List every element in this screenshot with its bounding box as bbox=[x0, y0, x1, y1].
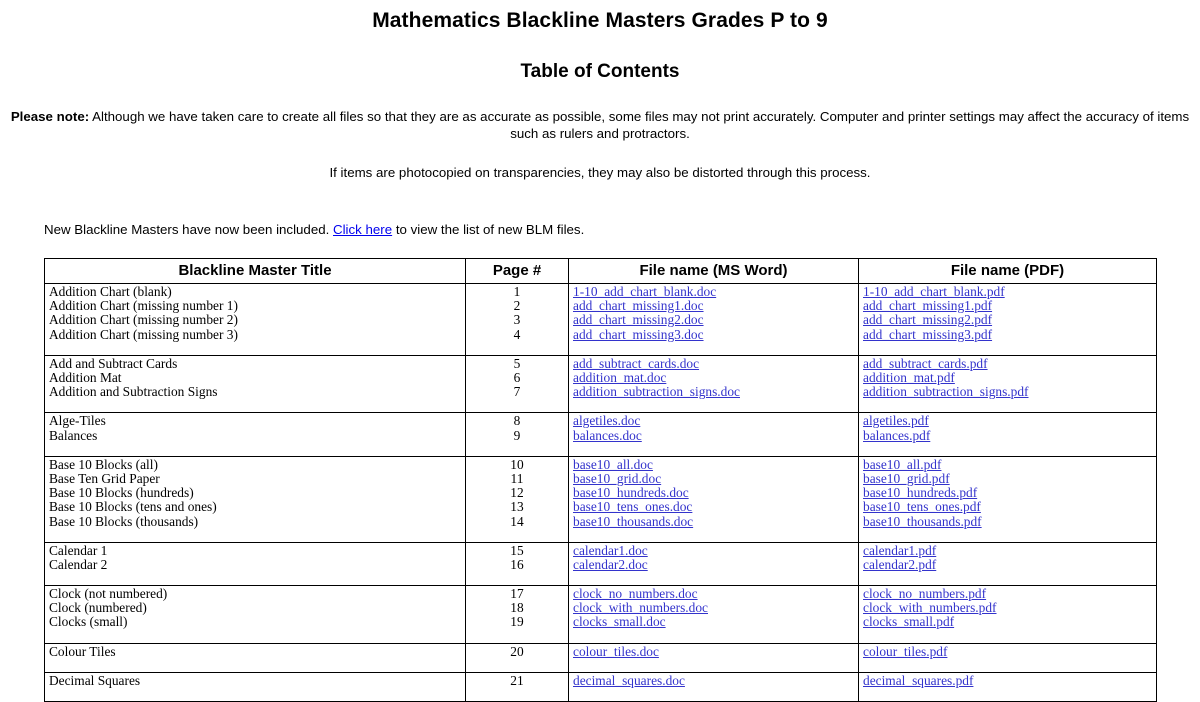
word-item[interactable] bbox=[573, 328, 858, 342]
table-cell-titles bbox=[45, 413, 466, 456]
pages-item: 16 bbox=[510, 556, 524, 572]
table-header-row bbox=[45, 259, 1157, 284]
word-item[interactable] bbox=[573, 486, 858, 500]
titles-item: Base 10 Blocks (tens and ones) bbox=[49, 499, 217, 515]
table-cell-pdf bbox=[859, 355, 1157, 413]
word-item[interactable] bbox=[573, 385, 858, 399]
note-label: Please note: bbox=[10, 109, 90, 124]
pdf-link[interactable]: add_subtract_cards.pdf bbox=[863, 355, 988, 371]
pdf-item[interactable] bbox=[863, 429, 1156, 443]
word-link[interactable]: base10_hundreds.doc bbox=[573, 485, 689, 501]
word-item[interactable] bbox=[573, 458, 858, 472]
word-item[interactable] bbox=[573, 674, 858, 688]
word-link[interactable]: 1-10_add_chart_blank.doc bbox=[573, 284, 717, 300]
word-item[interactable] bbox=[573, 615, 858, 629]
word-item[interactable] bbox=[573, 414, 858, 428]
table-cell-pages bbox=[466, 456, 569, 542]
table-row bbox=[45, 456, 1157, 542]
table-cell-word bbox=[569, 643, 859, 672]
pdf-item[interactable] bbox=[863, 645, 1156, 659]
pdf-link[interactable]: add_chart_missing3.pdf bbox=[863, 326, 993, 342]
pdf-link[interactable]: colour_tiles.pdf bbox=[863, 643, 948, 659]
titles-item: Add and Subtract Cards bbox=[49, 355, 178, 371]
pdf-link[interactable]: clock_with_numbers.pdf bbox=[863, 600, 997, 616]
pdf-item[interactable] bbox=[863, 587, 1156, 601]
word-link[interactable]: add_subtract_cards.doc bbox=[573, 355, 700, 371]
table-row bbox=[45, 542, 1157, 585]
table-cell-word bbox=[569, 586, 859, 644]
word-link[interactable]: add_chart_missing1.doc bbox=[573, 298, 704, 314]
word-link[interactable]: calendar2.doc bbox=[573, 556, 648, 572]
pdf-item[interactable] bbox=[863, 285, 1156, 299]
titles-item: Addition Chart (missing number 1) bbox=[49, 298, 238, 314]
table-cell-titles bbox=[45, 284, 466, 356]
table-cell-pdf bbox=[859, 586, 1157, 644]
titles-item: Addition Mat bbox=[49, 370, 122, 385]
new-blm-text-after: to view the list of new BLM files. bbox=[392, 222, 585, 238]
pdf-item[interactable] bbox=[863, 414, 1156, 428]
pdf-link[interactable]: algetiles.pdf bbox=[863, 413, 929, 429]
titles-item: Balances bbox=[49, 427, 98, 443]
word-link[interactable]: base10_all.doc bbox=[573, 456, 653, 472]
table-cell-titles bbox=[45, 672, 466, 701]
table-cell-titles bbox=[45, 643, 466, 672]
pages-item: 11 bbox=[510, 470, 524, 486]
pdf-item[interactable] bbox=[863, 472, 1156, 486]
table-cell-titles bbox=[45, 586, 466, 644]
table-cell-titles bbox=[45, 355, 466, 413]
table-cell-word bbox=[569, 542, 859, 585]
pages-item: 20 bbox=[510, 643, 524, 659]
word-item[interactable] bbox=[573, 645, 858, 659]
titles-item: Base Ten Grid Paper bbox=[49, 470, 160, 486]
titles-item: Addition Chart (missing number 2) bbox=[49, 312, 238, 328]
pages-item: 3 bbox=[513, 312, 521, 328]
pdf-link[interactable]: base10_thousands.pdf bbox=[863, 513, 982, 529]
word-link[interactable]: base10_tens_ones.doc bbox=[573, 499, 693, 515]
pages-item: 18 bbox=[510, 600, 524, 616]
word-item[interactable] bbox=[573, 587, 858, 601]
table-row bbox=[45, 672, 1157, 701]
word-link[interactable]: algetiles.doc bbox=[573, 413, 641, 429]
table-cell-titles bbox=[45, 542, 466, 585]
page-subtitle: Table of Contents bbox=[520, 61, 680, 83]
note-body: Although we have taken care to create all files so that they are as accurate as possible, some files may not print accurately. Computer and printer settings may affect the accuracy of items such as rulers and protractors. bbox=[89, 109, 1190, 142]
pages-item: 12 bbox=[510, 485, 524, 501]
word-link[interactable]: addition_mat.doc bbox=[573, 370, 667, 385]
pages-item: 17 bbox=[510, 586, 524, 602]
table-cell-pdf bbox=[859, 643, 1157, 672]
pdf-link[interactable]: balances.pdf bbox=[863, 427, 931, 443]
pdf-link[interactable]: decimal_squares.pdf bbox=[863, 672, 974, 688]
pages-item: 9 bbox=[513, 427, 521, 443]
pdf-item[interactable] bbox=[863, 486, 1156, 500]
pdf-item[interactable] bbox=[863, 601, 1156, 615]
word-item[interactable] bbox=[573, 472, 858, 486]
table-cell-word bbox=[569, 284, 859, 356]
titles-item: Calendar 2 bbox=[49, 556, 108, 572]
pdf-link[interactable]: calendar2.pdf bbox=[863, 556, 937, 572]
pdf-link[interactable]: add_chart_missing2.pdf bbox=[863, 312, 993, 328]
word-item[interactable] bbox=[573, 601, 858, 615]
column-header-pdf: File name (PDF) bbox=[859, 259, 1157, 284]
table-cell-pages bbox=[466, 284, 569, 356]
pdf-item[interactable] bbox=[863, 500, 1156, 514]
titles-item: Base 10 Blocks (thousands) bbox=[49, 513, 199, 529]
table-cell-pages bbox=[466, 413, 569, 456]
pdf-item[interactable] bbox=[863, 458, 1156, 472]
table-cell-pages bbox=[466, 643, 569, 672]
titles-item: Alge-Tiles bbox=[49, 413, 106, 429]
word-item[interactable] bbox=[573, 313, 858, 327]
pages-item: 8 bbox=[513, 413, 521, 429]
word-item[interactable] bbox=[573, 500, 858, 514]
column-header-word: File name (MS Word) bbox=[569, 259, 859, 284]
word-item[interactable] bbox=[573, 285, 858, 299]
pdf-link[interactable]: 1-10_add_chart_blank.pdf bbox=[863, 284, 1005, 300]
pdf-link[interactable]: clocks_small.pdf bbox=[863, 614, 955, 630]
word-link[interactable]: clock_no_numbers.doc bbox=[573, 586, 698, 602]
table-cell-word bbox=[569, 672, 859, 701]
print-accuracy-note bbox=[0, 84, 1200, 142]
pages-item: 15 bbox=[510, 542, 524, 558]
pdf-item[interactable] bbox=[863, 558, 1156, 572]
word-item[interactable] bbox=[573, 357, 858, 371]
table-cell-pdf bbox=[859, 284, 1157, 356]
column-header-title: Blackline Master Title bbox=[45, 259, 466, 284]
pdf-item[interactable] bbox=[863, 674, 1156, 688]
pages-item: 1 bbox=[513, 284, 521, 300]
pages-item: 7 bbox=[513, 384, 521, 400]
word-link[interactable]: base10_grid.doc bbox=[573, 470, 662, 486]
pdf-item[interactable] bbox=[863, 371, 1156, 385]
titles-item: Base 10 Blocks (all) bbox=[49, 456, 158, 472]
pages-item: 6 bbox=[513, 370, 521, 385]
new-blm-text-before: New Blackline Masters have now been included. bbox=[44, 222, 333, 238]
table-cell-word bbox=[569, 456, 859, 542]
pages-item: 5 bbox=[513, 355, 521, 371]
new-blm-announcement bbox=[0, 181, 1200, 238]
word-link[interactable]: addition_subtraction_signs.doc bbox=[573, 384, 740, 400]
pdf-item[interactable] bbox=[863, 357, 1156, 371]
word-link[interactable]: base10_thousands.doc bbox=[573, 513, 694, 529]
word-item[interactable] bbox=[573, 371, 858, 385]
pdf-link[interactable]: add_chart_missing1.pdf bbox=[863, 298, 993, 314]
pdf-item[interactable] bbox=[863, 328, 1156, 342]
titles-item: Decimal Squares bbox=[49, 672, 141, 688]
pdf-item[interactable] bbox=[863, 313, 1156, 327]
word-link[interactable]: colour_tiles.doc bbox=[573, 643, 659, 659]
word-item[interactable] bbox=[573, 299, 858, 313]
pdf-link[interactable]: base10_grid.pdf bbox=[863, 470, 950, 486]
word-link[interactable]: clocks_small.doc bbox=[573, 614, 666, 630]
pages-item: 19 bbox=[510, 614, 524, 630]
word-link[interactable]: add_chart_missing3.doc bbox=[573, 326, 704, 342]
titles-item: Colour Tiles bbox=[49, 643, 116, 659]
word-item[interactable] bbox=[573, 429, 858, 443]
column-header-page: Page # bbox=[466, 259, 569, 284]
titles-item: Addition Chart (blank) bbox=[49, 284, 172, 300]
table-cell-word bbox=[569, 413, 859, 456]
word-link[interactable]: calendar1.doc bbox=[573, 542, 648, 558]
table-cell-pdf bbox=[859, 542, 1157, 585]
pdf-link[interactable]: clock_no_numbers.pdf bbox=[863, 586, 987, 602]
titles-item: Base 10 Blocks (hundreds) bbox=[49, 485, 194, 501]
pdf-item[interactable] bbox=[863, 515, 1156, 529]
pdf-link[interactable]: base10_tens_ones.pdf bbox=[863, 499, 981, 515]
table-of-contents bbox=[44, 258, 1157, 702]
pdf-item[interactable] bbox=[863, 544, 1156, 558]
table-body bbox=[45, 284, 1157, 702]
word-link[interactable]: clock_with_numbers.doc bbox=[573, 600, 708, 616]
titles-item: Clock (numbered) bbox=[49, 600, 147, 616]
toc-table-container bbox=[0, 238, 1200, 702]
pdf-link[interactable]: calendar1.pdf bbox=[863, 542, 937, 558]
word-item[interactable] bbox=[573, 558, 858, 572]
titles-item: Calendar 1 bbox=[49, 542, 108, 558]
titles-item: Clock (not numbered) bbox=[49, 586, 168, 602]
table-header bbox=[45, 259, 1157, 284]
pages-item: 2 bbox=[513, 298, 521, 314]
pdf-item[interactable] bbox=[863, 385, 1156, 399]
word-link[interactable]: balances.doc bbox=[573, 427, 642, 443]
pages-item: 10 bbox=[510, 456, 524, 472]
pages-item: 13 bbox=[510, 499, 524, 515]
word-item[interactable] bbox=[573, 515, 858, 529]
pdf-link[interactable]: addition_subtraction_signs.pdf bbox=[863, 384, 1029, 400]
pdf-item[interactable] bbox=[863, 299, 1156, 313]
click-here-link[interactable]: Click here bbox=[333, 222, 393, 238]
titles-item: Addition Chart (missing number 3) bbox=[49, 326, 238, 342]
table-row bbox=[45, 284, 1157, 356]
titles-item: Clocks (small) bbox=[49, 614, 128, 630]
table-row bbox=[45, 355, 1157, 413]
table-cell-pages bbox=[466, 355, 569, 413]
table-cell-pdf bbox=[859, 672, 1157, 701]
transparency-note: If items are photocopied on transparencies, they may also be distorted through this process. bbox=[329, 165, 871, 181]
pages-item: 21 bbox=[510, 672, 524, 688]
table-row bbox=[45, 643, 1157, 672]
table-cell-pages bbox=[466, 672, 569, 701]
table-cell-word bbox=[569, 355, 859, 413]
pdf-link[interactable]: base10_all.pdf bbox=[863, 456, 942, 472]
table-cell-pages bbox=[466, 542, 569, 585]
word-item[interactable] bbox=[573, 544, 858, 558]
pdf-link[interactable]: base10_hundreds.pdf bbox=[863, 485, 978, 501]
pdf-link[interactable]: addition_mat.pdf bbox=[863, 370, 955, 385]
table-row bbox=[45, 413, 1157, 456]
table-row bbox=[45, 586, 1157, 644]
pages-item: 4 bbox=[513, 326, 521, 342]
word-link[interactable]: add_chart_missing2.doc bbox=[573, 312, 704, 328]
page-title: Mathematics Blackline Masters Grades P to 9 bbox=[372, 9, 828, 32]
pages-item: 14 bbox=[510, 513, 524, 529]
word-link[interactable]: decimal_squares.doc bbox=[573, 672, 685, 688]
table-cell-pdf bbox=[859, 413, 1157, 456]
table-cell-pages bbox=[466, 586, 569, 644]
table-cell-titles bbox=[45, 456, 466, 542]
pdf-item[interactable] bbox=[863, 615, 1156, 629]
table-cell-pdf bbox=[859, 456, 1157, 542]
titles-item: Addition and Subtraction Signs bbox=[49, 384, 218, 400]
